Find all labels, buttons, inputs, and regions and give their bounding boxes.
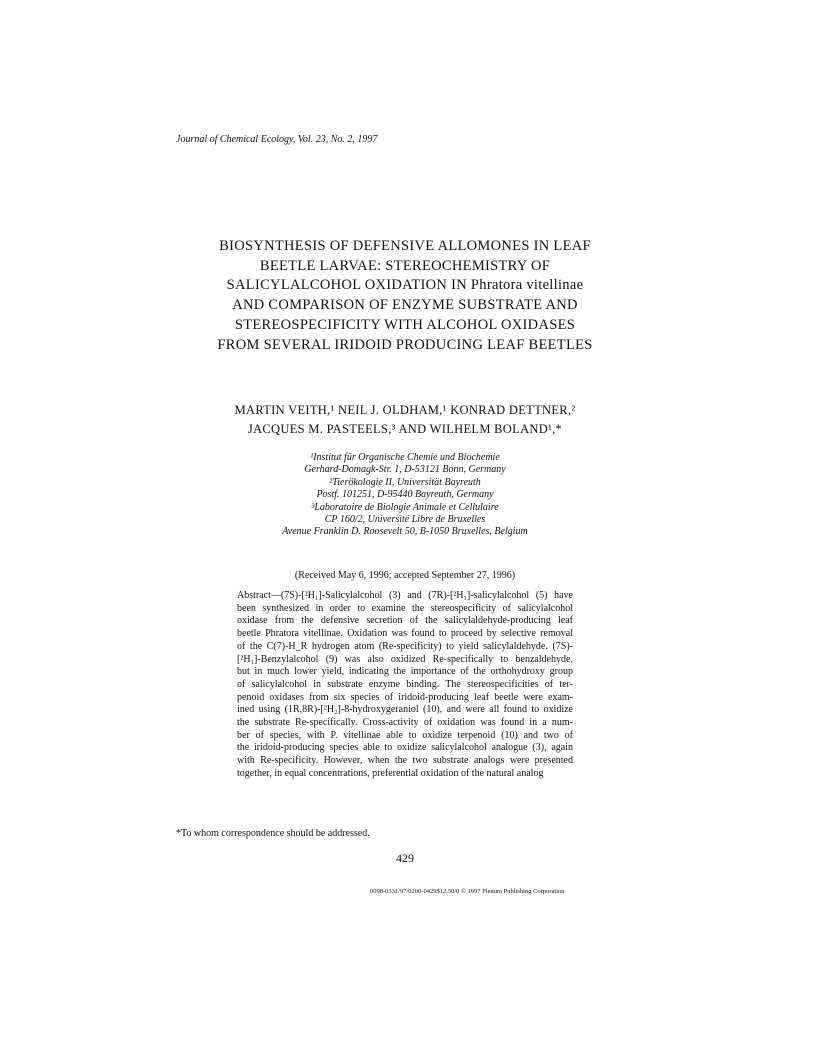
- abstract-line: oxidase from the defensive secretion of the salicylaldehyde-producing leaf: [237, 615, 573, 627]
- abstract-line: [²H₁]-Benzylalcohol (9) was also oxidized Re-specifically to benzaldehyde,: [237, 653, 573, 665]
- abstract-line: together, in equal concentrations, preferential oxidation of the natural analog: [237, 767, 544, 779]
- article-title: [150, 237, 660, 355]
- affiliation-line: ¹Institut für Organische Chemie und Biochemie: [310, 452, 500, 463]
- affiliation-line: Postf. 101251, D-95440 Bayreuth, Germany: [316, 489, 494, 501]
- author-list: [150, 401, 660, 439]
- affiliation-line: ³Laboratoire de Biologie Animale et Cellulaire: [311, 501, 499, 513]
- title-line: BIOSYNTHESIS OF DEFENSIVE ALLOMONES IN LEAF: [219, 238, 591, 254]
- affiliation-line: CP 160/2, Université Libre de Bruxelles: [324, 514, 486, 526]
- journal-header: Journal of Chemical Ecology, Vol. 23, No. 2, 1997: [176, 134, 378, 145]
- abstract-line: penoid oxidases from six species of iridoid-producing leaf beetle were exam-: [237, 691, 573, 703]
- affiliation-line: ²Tierökologie II, Universität Bayreuth: [329, 476, 481, 488]
- title-line: BEETLE LARVAE: STEREOCHEMISTRY OF: [259, 257, 551, 274]
- affiliation-line: Avenue Franklin D. Roosevelt 50, B-1050 Bruxelles, Belgium: [282, 526, 528, 538]
- title-line: SALICYLALCOHOL OXIDATION IN Phratora vitellinae: [226, 277, 584, 294]
- abstract-line: of the C(7)-H_R hydrogen atom (Re-specificity) to yield salicylaldehyde. (7S)-: [237, 640, 573, 652]
- abstract-line: of salicylalcohol in substrate enzyme binding. The stereospecificities of ter-: [237, 678, 573, 690]
- title-line: AND COMPARISON OF ENZYME SUBSTRATE AND: [232, 297, 578, 314]
- abstract-line: ined using (1R,8R)-[²H₂]-8-hydroxygeraniol (10), and were all found to oxidize: [237, 704, 573, 716]
- received-dates: (Received May 6, 1996; accepted September 27, 1996): [294, 570, 516, 581]
- abstract: [237, 590, 573, 781]
- abstract-line: the iridoid-producing species able to oxidize salicylalcohol analogue (3), again: [237, 742, 573, 754]
- abstract-line: beetle Phratora vitellinae. Oxidation was found to proceed by selective removal: [237, 628, 573, 640]
- author-line: MARTIN VEITH,¹ NEIL J. OLDHAM,¹ KONRAD DETTNER,²: [234, 403, 576, 417]
- abstract-line: been synthesized in order to examine the stereospecificity of salicylalcohol: [237, 602, 573, 614]
- title-line: FROM SEVERAL IRIDOID PRODUCING LEAF BEETLES: [217, 336, 593, 353]
- page-number: 429: [396, 851, 414, 865]
- copyright-line: 0098-0331/97/0200-0429$12.50/0 © 1997 Plenum Publishing Corporation: [370, 888, 565, 895]
- correspondence-footnote: *To whom correspondence should be addressed.: [176, 828, 370, 839]
- author-line: JACQUES M. PASTEELS,³ AND WILHELM BOLAND¹,*: [247, 422, 563, 436]
- abstract-line: but in much lower yield, indicating the importance of the orthohydroxy group: [237, 666, 573, 678]
- title-line: STEREOSPECIFICITY WITH ALCOHOL OXIDASES: [234, 316, 576, 333]
- abstract-line: Abstract—(7S)-[²H₁]-Salicylalcohol (3) and (7R)-[²H₁]-salicylalcohol (5) have: [237, 590, 573, 601]
- affiliation-line: Gerhard-Domagk-Str. 1, D-53121 Bonn, Germany: [304, 464, 506, 476]
- abstract-line: with Re-specificity. However, when the two substrate analogs were presented: [237, 755, 573, 767]
- affiliations: [150, 452, 660, 539]
- abstract-line: the substrate Re-specifically. Cross-activity of oxidation was found in a num-: [237, 717, 573, 729]
- abstract-line: ber of species, with P. vitellinae able to oxidize terpenoid (10) and two of: [237, 729, 573, 741]
